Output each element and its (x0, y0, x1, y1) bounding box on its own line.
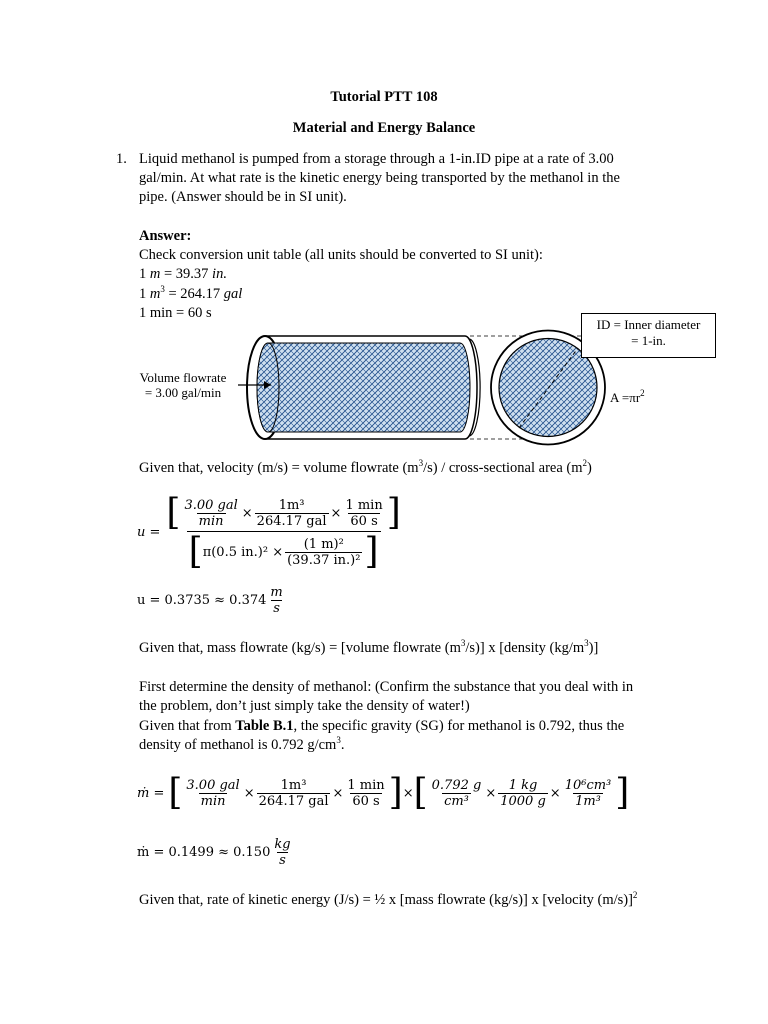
methanol-fluid (257, 343, 470, 432)
kinetic-energy-definition: Given that, rate of kinetic energy (J/s) = ½ x [mass flowrate (kg/s)] x [velocity (m/s)]$^2$ (139, 890, 638, 908)
mass-flowrate-result: ṁ = 0.1499 ≈ 0.150 $\frac{kg}{s}$ (137, 837, 291, 868)
page-title: Tutorial PTT 108 (330, 89, 438, 105)
velocity-result: u = 0.3735 ≈ 0.374 $\frac{m}{s}$ (137, 585, 283, 616)
area-label: $A =\pi r^2$ (610, 388, 645, 405)
velocity-equation: u = [ $\frac{\text{3.00 gal}}{\min}$ × $\frac{\text{1m³}}{\text{264.17 gal}}$ × $\frac{1 \min}{60 s}$ ] [ π(0.5 in.)² × $\frac{\text{(1 m)²}}{\text{(39.37 in.)²}}$ ] (137, 492, 401, 572)
conversion-row: 1 $m^3 = 264.17$ gal (139, 284, 243, 302)
density-result: density of methanol is 0.792 $g/cm^3$. (139, 735, 345, 753)
question-line-2: gal/min. At what rate is the kinetic energy being transported by the methanol in the (139, 170, 620, 186)
answer-heading: Answer: (139, 228, 192, 244)
pipe-diagram (0, 0, 768, 460)
conversion-row: 1 min = 60 s (139, 305, 212, 321)
page-subtitle: Material and Energy Balance (292, 120, 476, 136)
density-note-line-2: the problem, don’t just simply take the density of water!) (139, 698, 470, 714)
conversion-intro: Check conversion unit table (all units should be converted to SI unit): (139, 247, 543, 263)
question-number: 1. (116, 151, 127, 167)
velocity-definition: Given that, velocity (m/s) = volume flowrate $(m^3/s)$ / cross-sectional area $(m^2)$ (139, 458, 592, 476)
inner-diameter-callout: ID = Inner diameter = 1-in. (581, 313, 716, 358)
mass-flowrate-definition: Given that, mass flowrate (kg/s) = [volume flowrate $(m^3/s)$] x [density $(kg/m^3)$] (139, 638, 599, 656)
question-line-3: pipe. (Answer should be in SI unit). (139, 189, 347, 205)
conversion-row: 1 m = 39.37 in. (139, 266, 227, 282)
mass-flowrate-equation: ṁ = [ $\frac{\text{3.00 gal}}{\min}$ × $\frac{\text{1m³}}{\text{264.17 gal}}$ × $\frac{1 \min}{60 s}$ ] × [ $\frac{0.792 g}{\text{cm³}}$ × $\frac{1 kg}{1000 g}$ × $\frac{\text{10⁶cm³}}{\text{1m³}}$ ] (137, 772, 630, 813)
density-note-line-1: First determine the density of methanol: (Confirm the substance that you deal with in (139, 679, 634, 695)
specific-gravity-line: Given that from Table B.1, the specific gravity (SG) for methanol is 0.792, thus the (139, 718, 625, 734)
volume-flowrate-label: Volume flowrate = 3.00 gal/min (128, 370, 238, 400)
question-line-1: Liquid methanol is pumped from a storage through a 1-in.ID pipe at a rate of 3.00 (139, 151, 614, 167)
